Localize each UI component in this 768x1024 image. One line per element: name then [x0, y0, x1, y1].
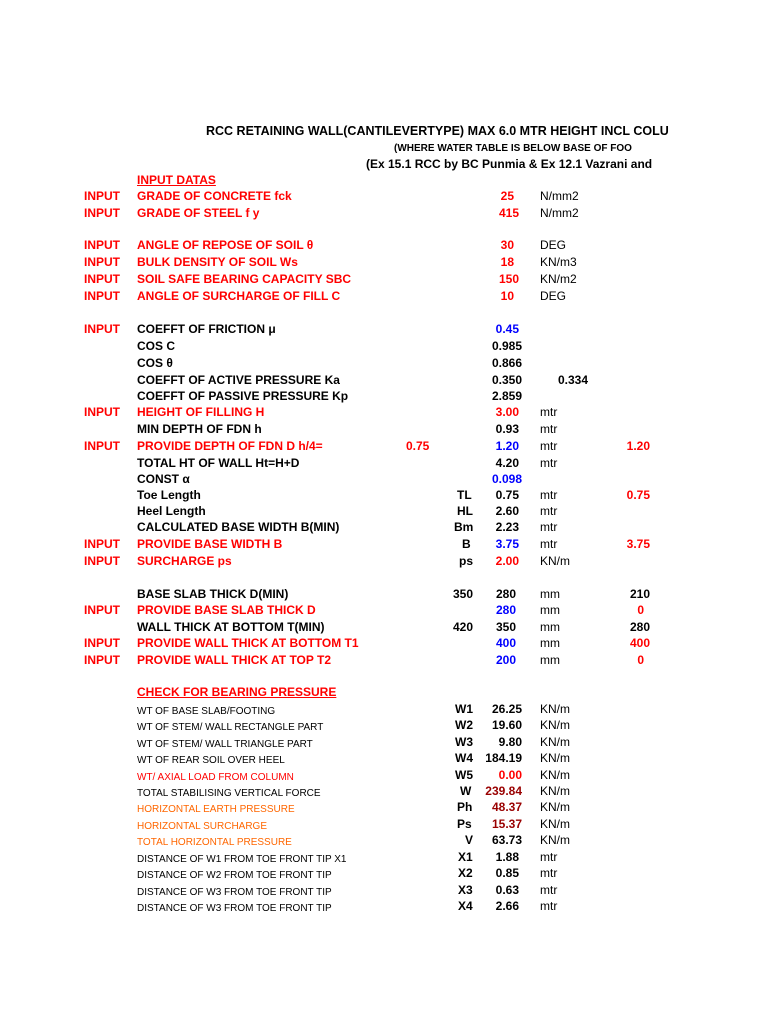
w4-label: WT OF REAR SOIL OVER HEEL [137, 755, 285, 766]
wall-thick-top-value[interactable]: 200 [495, 653, 516, 667]
depth-fdn-h4-value: 0.75 [406, 439, 430, 453]
ka-value: 0.350 [491, 373, 522, 387]
depth-fdn-unit: mtr [540, 439, 558, 453]
base-slab-min-col1: 350 [453, 587, 474, 601]
section-input-datas: INPUT DATAS [137, 173, 216, 187]
w5-value[interactable]: 0.00 [498, 768, 522, 782]
x4-unit: mtr [540, 899, 558, 913]
toe-length-symbol: TL [457, 488, 472, 502]
wall-thick-min-label: WALL THICK AT BOTTOM T(MIN) [137, 620, 325, 634]
kp-value: 2.859 [491, 389, 522, 403]
base-slab-unit: mm [540, 603, 560, 617]
input-tag: INPUT [84, 405, 120, 419]
w5-label: WT/ AXIAL LOAD FROM COLUMN [137, 772, 294, 783]
height-filling-value[interactable]: 3.00 [495, 405, 519, 419]
input-tag: INPUT [84, 653, 120, 667]
x2-symbol: X2 [458, 866, 473, 880]
w2-label: WT OF STEM/ WALL RECTANGLE PART [137, 722, 324, 733]
theta-value[interactable]: 30 [500, 238, 514, 252]
fy-unit: N/mm2 [540, 206, 579, 220]
surcharge-symbol: ps [459, 554, 474, 568]
toe-length-value: 0.75 [495, 488, 519, 502]
x2-value: 0.85 [495, 866, 519, 880]
sbc-label: SOIL SAFE BEARING CAPACITY SBC [137, 272, 352, 286]
input-tag: INPUT [84, 603, 120, 617]
theta-unit: DEG [540, 238, 567, 252]
fy-value[interactable]: 415 [498, 206, 519, 220]
depth-fdn-value[interactable]: 1.20 [495, 439, 519, 453]
x3-label: DISTANCE OF W3 FROM TOE FRONT TIP [137, 887, 332, 898]
x2-unit: mtr [540, 866, 558, 880]
const-alpha-label: CONST α [137, 472, 190, 486]
x4-label: DISTANCE OF W3 FROM TOE FRONT TIP [137, 903, 332, 914]
surcharge-angle-value[interactable]: 10 [500, 289, 514, 303]
sbc-value[interactable]: 150 [498, 272, 519, 286]
sheet-reference: (Ex 15.1 RCC by BC Punmia & Ex 12.1 Vazrani and [366, 157, 653, 171]
base-width-unit: mtr [540, 537, 558, 551]
total-height-unit: mtr [540, 456, 558, 470]
min-depth-value: 0.93 [495, 422, 519, 436]
depth-fdn-right-value: 1.20 [626, 439, 650, 453]
input-tag: INPUT [84, 636, 120, 650]
earth-pressure-unit: KN/m [540, 800, 570, 814]
base-width-label: PROVIDE BASE WIDTH B [137, 537, 283, 551]
wall-thick-min-value: 350 [495, 620, 516, 634]
x3-value: 0.63 [495, 883, 519, 897]
depth-fdn-label: PROVIDE DEPTH OF FDN D h/4= [137, 439, 323, 453]
toe-length-right-value: 0.75 [626, 488, 650, 502]
x4-value: 2.66 [495, 899, 519, 913]
earth-pressure-symbol: Ph [457, 800, 473, 814]
total-horizontal-unit: KN/m [540, 833, 570, 847]
wall-thick-min-col1: 420 [453, 620, 474, 634]
wall-thick-top-label: PROVIDE WALL THICK AT TOP T2 [137, 653, 332, 667]
wall-thick-bottom-value[interactable]: 400 [495, 636, 516, 650]
wall-thick-top-unit: mm [540, 653, 560, 667]
base-width-min-label: CALCULATED BASE WIDTH B(MIN) [137, 520, 340, 534]
w2-value: 19.60 [491, 718, 522, 732]
min-depth-label: MIN DEPTH OF FDN h [137, 422, 262, 436]
base-slab-value[interactable]: 280 [495, 603, 516, 617]
wall-thick-min-right: 280 [629, 620, 650, 634]
wall-thick-bottom-label: PROVIDE WALL THICK AT BOTTOM T1 [137, 636, 359, 650]
section-bearing-pressure: CHECK FOR BEARING PRESSURE [137, 685, 337, 699]
earth-pressure-value: 48.37 [491, 800, 522, 814]
theta-label: ANGLE OF REPOSE OF SOIL θ [137, 238, 314, 252]
w5-unit: KN/m [540, 768, 570, 782]
input-tag: INPUT [84, 238, 120, 252]
w2-unit: KN/m [540, 718, 570, 732]
ka-label: COEFFT OF ACTIVE PRESSURE Ka [137, 373, 340, 387]
w2-symbol: W2 [455, 718, 473, 732]
input-tag: INPUT [84, 189, 120, 203]
sheet-subtitle: (WHERE WATER TABLE IS BELOW BASE OF FOO [394, 143, 632, 154]
wall-thick-top-right: 0 [637, 653, 644, 667]
toe-length-unit: mtr [540, 488, 558, 502]
heel-length-symbol: HL [457, 504, 473, 518]
wall-thick-bottom-right: 400 [629, 636, 650, 650]
sbc-unit: KN/m2 [540, 272, 577, 286]
total-vertical-value: 239.84 [485, 784, 522, 798]
base-width-symbol: B [462, 537, 471, 551]
costheta-value: 0.866 [491, 356, 522, 370]
w1-value: 26.25 [491, 702, 522, 716]
ws-unit: KN/m3 [540, 255, 577, 269]
input-tag: INPUT [84, 255, 120, 269]
horizontal-surcharge-value: 15.37 [491, 817, 522, 831]
w4-value: 184.19 [485, 751, 522, 765]
heel-length-label: Heel Length [137, 504, 206, 518]
min-depth-unit: mtr [540, 422, 558, 436]
base-width-min-symbol: Bm [454, 520, 474, 534]
wall-thick-bottom-unit: mm [540, 636, 560, 650]
base-slab-min-right: 210 [629, 587, 650, 601]
w4-symbol: W4 [455, 751, 473, 765]
surcharge-value[interactable]: 2.00 [495, 554, 519, 568]
input-tag: INPUT [84, 439, 120, 453]
w3-unit: KN/m [540, 735, 570, 749]
ws-value[interactable]: 18 [500, 255, 514, 269]
kp-label: COEFFT OF PASSIVE PRESSURE Kp [137, 389, 349, 403]
fck-unit: N/mm2 [540, 189, 579, 203]
horizontal-surcharge-label: HORIZONTAL SURCHARGE [137, 821, 268, 832]
surcharge-label: SURCHARGE ps [137, 554, 232, 568]
w3-value: 9.80 [498, 735, 522, 749]
fck-label: GRADE OF CONCRETE fck [137, 189, 292, 203]
w3-symbol: W3 [455, 735, 473, 749]
total-height-label: TOTAL HT OF WALL Ht=H+D [137, 456, 300, 470]
x3-unit: mtr [540, 883, 558, 897]
w1-label: WT OF BASE SLAB/FOOTING [137, 706, 276, 717]
costheta-label: COS θ [137, 356, 173, 370]
total-horizontal-value: 63.73 [491, 833, 522, 847]
base-width-right-value: 3.75 [626, 537, 650, 551]
base-width-value[interactable]: 3.75 [495, 537, 519, 551]
cosc-label: COS C [137, 339, 176, 353]
total-vertical-unit: KN/m [540, 784, 570, 798]
w5-symbol: W5 [455, 768, 473, 782]
input-tag: INPUT [84, 289, 120, 303]
w4-unit: KN/m [540, 751, 570, 765]
w1-unit: KN/m [540, 702, 570, 716]
input-tag: INPUT [84, 537, 120, 551]
base-slab-min-value: 280 [495, 587, 516, 601]
x4-symbol: X4 [458, 899, 473, 913]
x1-value: 1.88 [495, 850, 519, 864]
surcharge-unit: KN/m [540, 554, 570, 568]
wall-thick-min-unit: mm [540, 620, 560, 634]
surcharge-angle-label: ANGLE OF SURCHARGE OF FILL C [137, 289, 341, 303]
base-slab-min-unit: mm [540, 587, 560, 601]
x1-unit: mtr [540, 850, 558, 864]
input-tag: INPUT [84, 322, 120, 336]
fy-label: GRADE OF STEEL f y [137, 206, 260, 220]
horizontal-surcharge-symbol: Ps [457, 817, 472, 831]
sheet-title: RCC RETAINING WALL(CANTILEVERTYPE) MAX 6.0 MTR HEIGHT INCL COLU [206, 124, 669, 138]
total-horizontal-symbol: V [465, 833, 474, 847]
base-width-min-unit: mtr [540, 520, 558, 534]
earth-pressure-label: HORIZONTAL EARTH PRESSURE [137, 804, 295, 815]
total-horizontal-label: TOTAL HORIZONTAL PRESSURE [137, 837, 292, 848]
total-vertical-label: TOTAL STABILISING VERTICAL FORCE [137, 788, 321, 799]
ka-extra-value: 0.334 [558, 373, 589, 387]
x2-label: DISTANCE OF W2 FROM TOE FRONT TIP [137, 870, 332, 881]
base-slab-right: 0 [637, 603, 644, 617]
input-tag: INPUT [84, 554, 120, 568]
w1-symbol: W1 [455, 702, 473, 716]
base-slab-min-label: BASE SLAB THICK D(MIN) [137, 587, 289, 601]
const-alpha-value: 0.098 [491, 472, 522, 486]
ws-label: BULK DENSITY OF SOIL Ws [137, 255, 298, 269]
mu-label: COEFFT OF FRICTION μ [137, 322, 276, 336]
fck-value[interactable]: 25 [500, 189, 514, 203]
horizontal-surcharge-unit: KN/m [540, 817, 570, 831]
total-vertical-symbol: W [460, 784, 472, 798]
total-height-value: 4.20 [495, 456, 519, 470]
base-width-min-value: 2.23 [495, 520, 519, 534]
surcharge-angle-unit: DEG [540, 289, 567, 303]
toe-length-label: Toe Length [137, 488, 201, 502]
height-filling-unit: mtr [540, 405, 558, 419]
x1-label: DISTANCE OF W1 FROM TOE FRONT TIP X1 [137, 854, 347, 865]
height-filling-label: HEIGHT OF FILLING H [137, 405, 265, 419]
x3-symbol: X3 [458, 883, 473, 897]
heel-length-value: 2.60 [495, 504, 519, 518]
x1-symbol: X1 [458, 850, 473, 864]
base-slab-label: PROVIDE BASE SLAB THICK D [137, 603, 316, 617]
input-tag: INPUT [84, 272, 120, 286]
input-tag: INPUT [84, 206, 120, 220]
mu-value[interactable]: 0.45 [495, 322, 519, 336]
cosc-value: 0.985 [491, 339, 522, 353]
heel-length-unit: mtr [540, 504, 558, 518]
w3-label: WT OF STEM/ WALL TRIANGLE PART [137, 739, 313, 750]
